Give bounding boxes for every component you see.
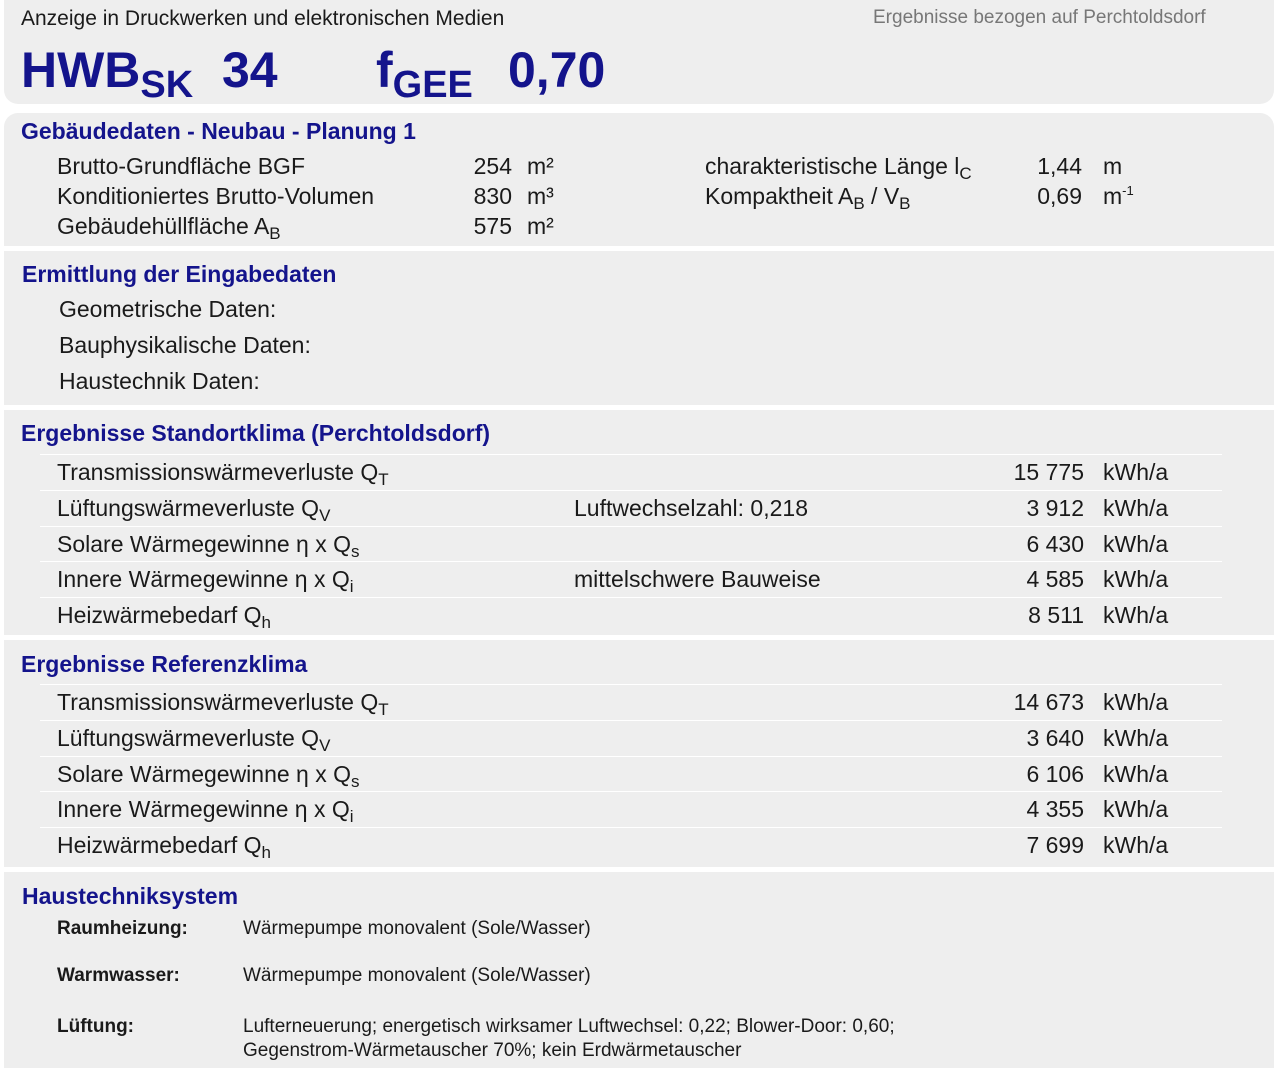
hwb-sub: SK <box>140 64 194 106</box>
row-separator <box>40 756 1222 757</box>
result-label-sub: V <box>319 735 331 755</box>
result-label-text: Solare Wärmegewinne η x Q <box>57 530 352 557</box>
volume-label: Konditioniertes Brutto-Volumen <box>57 183 375 209</box>
compactness-unit-sup: -1 <box>1122 183 1134 198</box>
row-separator <box>40 684 1222 685</box>
result-label <box>57 494 331 525</box>
location-note: Ergebnisse bezogen auf Perchtoldsdorf <box>873 7 1206 28</box>
result-value: 7 699 <box>1026 832 1084 859</box>
result-value: 8 511 <box>1028 602 1084 629</box>
result-label-text: Transmissionswärmeverluste Q <box>57 689 379 715</box>
result-label <box>57 796 354 827</box>
hwb-indicator <box>21 40 193 115</box>
building-left-1 <box>57 183 374 209</box>
input-item-physics: Bauphysikalische Daten: <box>59 332 311 358</box>
row-separator <box>40 526 1222 527</box>
building-right-1 <box>705 183 911 213</box>
result-label-text: Heizwärmebedarf Q <box>57 832 262 859</box>
fgee-label: f <box>376 42 393 98</box>
result-label-sub: s <box>351 541 360 561</box>
char-length-label: charakteristische Länge l <box>705 153 960 179</box>
char-length-unit: m <box>1103 153 1123 179</box>
envelope-value: 575 <box>473 213 512 239</box>
building-right-0 <box>705 153 972 183</box>
volume-value: 830 <box>473 183 512 209</box>
result-note: Luftwechselzahl: 0,218 <box>574 494 808 521</box>
referenz-title: Ergebnisse Referenzklima <box>21 651 308 677</box>
building-title: Gebäudedaten - Neubau - Planung 1 <box>21 118 416 144</box>
result-label-sub: T <box>378 470 389 489</box>
warmwasser-value: Wärmepumpe monovalent (Sole/Wasser) <box>243 965 591 986</box>
result-value: 3 912 <box>1026 494 1084 521</box>
result-label-sub: i <box>349 577 354 597</box>
standort-title: Ergebnisse Standortklima (Perchtoldsdorf) <box>21 420 491 446</box>
raumheizung-label: Raumheizung: <box>57 918 188 939</box>
compactness-value: 0,69 <box>1037 183 1082 209</box>
result-unit: kWh/a <box>1103 459 1169 485</box>
envelope-sub: B <box>269 224 281 243</box>
result-label-sub: h <box>261 613 271 633</box>
row-separator <box>40 791 1222 792</box>
result-label-sub: V <box>319 505 331 525</box>
hwb-label: HWB <box>21 42 141 98</box>
result-unit: kWh/a <box>1103 832 1169 859</box>
result-unit: kWh/a <box>1103 689 1169 715</box>
result-label-text: Lüftungswärmeverluste Q <box>57 494 320 521</box>
fgee-sub: GEE <box>392 64 473 106</box>
lueftung-value-line1: Lufterneuerung; energetisch wirksamer Luftwechsel: 0,22; Blower-Door: 0,60; <box>243 1016 895 1037</box>
char-length-value: 1,44 <box>1037 153 1082 179</box>
input-title: Ermittlung der Eingabedaten <box>22 261 337 287</box>
result-label-text: Innere Wärmegewinne η x Q <box>57 566 350 593</box>
row-separator <box>40 561 1222 562</box>
fgee-value: 0,70 <box>508 42 606 98</box>
lueftung-label: Lüftung: <box>57 1016 135 1037</box>
result-note: mittelschwere Bauweise <box>574 566 821 593</box>
bgf-unit: m² <box>527 153 554 179</box>
result-label <box>57 530 360 561</box>
hwb-value: 34 <box>222 42 278 98</box>
compactness-unit: m <box>1103 183 1123 209</box>
result-label <box>57 689 389 719</box>
compactness-label: Kompaktheit A <box>705 183 854 209</box>
row-separator <box>40 827 1222 828</box>
lueftung-value-line2: Gegenstrom-Wärmetauscher 70%; kein Erdwärmetauscher <box>243 1040 742 1061</box>
result-value: 15 775 <box>1013 459 1084 485</box>
fgee-indicator <box>376 40 473 115</box>
result-label-text: Heizwärmebedarf Q <box>57 602 262 629</box>
result-value: 4 585 <box>1026 566 1084 593</box>
warmwasser-label: Warmwasser: <box>57 965 180 986</box>
result-value: 3 640 <box>1026 724 1084 751</box>
result-label <box>57 602 271 633</box>
result-label <box>57 832 271 863</box>
result-unit: kWh/a <box>1103 724 1169 751</box>
compactness-label2: / V <box>864 183 900 209</box>
row-separator <box>40 720 1222 721</box>
haustechnik-title: Haustechniksystem <box>22 883 239 909</box>
result-unit: kWh/a <box>1103 796 1169 823</box>
result-value: 14 673 <box>1013 689 1084 715</box>
bgf-value: 254 <box>473 153 512 179</box>
compactness-sub2: B <box>899 194 911 213</box>
result-label-sub: h <box>261 843 271 863</box>
envelope-unit: m² <box>527 213 554 239</box>
input-item-technics: Haustechnik Daten: <box>59 368 260 394</box>
result-value: 6 106 <box>1026 760 1084 787</box>
result-unit: kWh/a <box>1103 760 1169 787</box>
row-separator <box>40 490 1222 491</box>
compactness-sub: B <box>853 194 865 213</box>
result-label <box>57 724 331 755</box>
row-separator <box>40 597 1222 598</box>
envelope-label: Gebäudehüllfläche A <box>57 213 270 239</box>
compactness-unit-wrap <box>1103 183 1134 209</box>
building-left-0 <box>57 153 305 179</box>
result-label-sub: i <box>349 807 354 827</box>
result-label-sub: T <box>378 700 389 719</box>
volume-unit: m³ <box>527 183 554 209</box>
result-label-text: Solare Wärmegewinne η x Q <box>57 760 352 787</box>
result-value: 4 355 <box>1026 796 1084 823</box>
building-left-2 <box>57 213 281 243</box>
result-label-text: Innere Wärmegewinne η x Q <box>57 796 350 823</box>
result-unit: kWh/a <box>1103 602 1169 629</box>
result-label <box>57 760 360 791</box>
result-value: 6 430 <box>1026 530 1084 557</box>
result-label-sub: s <box>351 771 360 791</box>
header-title: Anzeige in Druckwerken und elektronischen Medien <box>21 7 505 30</box>
char-length-sub: C <box>959 164 972 183</box>
result-unit: kWh/a <box>1103 530 1169 557</box>
raumheizung-value: Wärmepumpe monovalent (Sole/Wasser) <box>243 918 591 939</box>
result-unit: kWh/a <box>1103 566 1169 593</box>
bgf-label: Brutto-Grundfläche BGF <box>57 153 305 179</box>
input-item-geometry: Geometrische Daten: <box>59 296 277 322</box>
result-label-text: Transmissionswärmeverluste Q <box>57 459 379 485</box>
result-label <box>57 459 389 489</box>
result-label <box>57 566 354 597</box>
result-label-text: Lüftungswärmeverluste Q <box>57 724 320 751</box>
row-separator <box>40 454 1222 455</box>
result-unit: kWh/a <box>1103 494 1169 521</box>
